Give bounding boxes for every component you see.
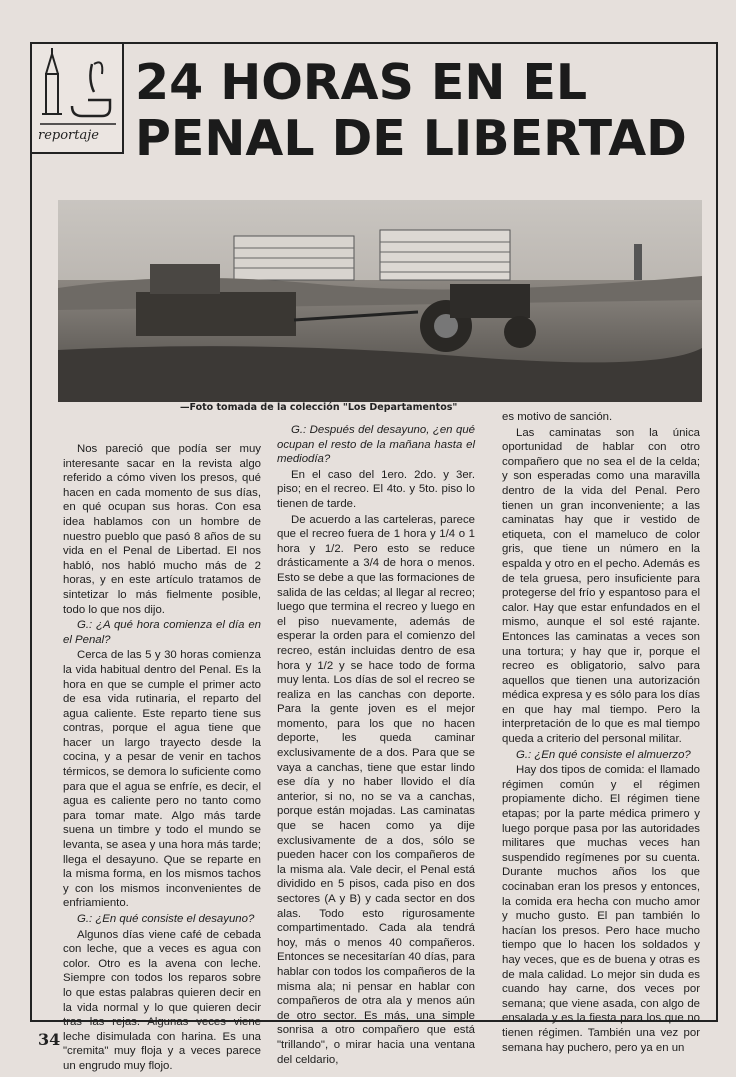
page-number: 34 xyxy=(38,1030,61,1049)
interview-question: G.: ¿En qué consiste el almuerzo? xyxy=(516,748,691,761)
interview-question: G.: Después del desayuno, ¿en qué ocupan el resto de la mañana hasta el mediodía? xyxy=(277,424,475,466)
article-column-1 xyxy=(63,442,261,1075)
paragraph-continuation: es motivo de sanción. xyxy=(502,411,613,423)
headline-line-2: PENAL DE LIBERTAD xyxy=(135,110,687,167)
article-column-2 xyxy=(277,423,475,1068)
paragraph: En el caso del 1ero. 2do. y 3er. piso; en el recreo. El 4to. y 5to. piso lo tienen de tarde. xyxy=(277,468,475,510)
headline-line-1: 24 HORAS EN EL xyxy=(135,54,588,111)
photo-illustration xyxy=(58,200,702,402)
article-column-3 xyxy=(502,410,700,1056)
paragraph: Hay dos tipos de comida: el llamado régimen común y el régimen propiamente dicho. El régimen tiene etapas; por la parte médica primero y luego porque pasa por las autoridades militares que muchas veces han suspendido regímenes por su cuenta. Durante muchos años los que cocinaban eran los presos y entonces, la comida era hecha con mucho amor y mucho gusto. El pan también lo hacían los presos. Pero hace mucho tiempo que lo hacen los soldados y hay veces, que es de buena y otras es de mala calidad. Lo mejor sin duda es cuando hay carne, dos veces por semana; que viene asada, con algo de ensalada y es la fiesta para los que no tienen régimen. También una vez por semana hay puchero, pero ya en un xyxy=(502,764,700,1054)
interview-question: G.: ¿En qué consiste el desayuno? xyxy=(77,913,255,925)
paragraph: Algunos días viene café de cebada con leche, que a veces es agua con color. Otro es la avena con leche. Siempre con todos los reparos sobre lo que estas palabras quieren decir en la vida normal y lo que quieren decir tras las rejas. Algunas veces viene leche disimulada con harina. Es una "cremita" muy floja y a veces parece un engrudo muy flojo. xyxy=(63,928,261,1072)
article-photo xyxy=(58,200,702,402)
reportaje-logo xyxy=(30,42,124,154)
paragraph: De acuerdo a las carteleras, parece que el recreo fuera de 1 hora y 1/4 o 1 hora y 1/2. Pero esto se reduce drásticamente a 3/4 de hora o menos. Esto se debe a que las formaciones de salida de las celdas; al llegar al recreo; luego que termina el recreo y luego en el piso nuevamente, además de esperar la orden para el comienzo del recreo, están incluidas dentro de esa hora y 1/2 y se hace todo de forma muy lenta. Los días de sol el recreo se realiza en las canchas con deporte. Para la gente joven es el mejor momento, para los que no hacen deporte, les queda caminar exclusivamente de a dos. Para que se vaya a canchas, tiene que estar lindo ese día y no haber llovido el día anterior, si no, no se va a canchas, porque están mojadas. Las caminatas que se hacen como ya dije exclusivamente de a dos, sólo se pueden hacer con los compañeros de la misma ala. Vale decir, el Penal está dividido en 5 pisos, cada piso en dos sectores (A y B) y cada sector en dos alas. Todo esto rigurosamente compartimentado. Cada ala tendrá hoy, más o menos 40 compañeros. Entonces se necesitarían 40 días, para hablar con todos los compañeros de la misma ala; ni pensar en hablar con compañeros de otra ala y menos aún de otro sector. Es más, una simple sonrisa a otro compañero que está "trillando", o mirar hacia una ventana del celdario, xyxy=(277,513,475,1066)
article-headline xyxy=(135,55,705,167)
paragraph: Cerca de las 5 y 30 horas comienza la vida habitual dentro del Penal. Es la hora en que se cumple el primer acto de esa vida rutinaria, el reparto del agua caliente. Este reparto tiene sus contras, porque el agua tiene que hacer un largo trayecto desde la cocina, y a pesar de venir en tachos térmicos, se demora lo suficiente como para que el agua se enfríe, es decir, el agua es caliente pero no tanto como para tomar mate. Algo más tarde suena un timbre y todo el mundo se levanta, se asea y una hora más tarde; llega el desayuno. Que se reparte en la misma forma, en los mismos tachos y con los mismos inconvenientes de enfriamiento. xyxy=(63,649,261,910)
interview-question: G.: ¿A qué hora comienza el día en el Penal? xyxy=(63,619,261,646)
paragraph: Las caminatas son la única oportunidad de hablar con otro compañero que no sea el de la celda; y son esperadas como una maravilla dentro de la vida del Penal. Pero tienen un gran inconveniente; a las caminatas hay que ir vestido de etiqueta, con el mameluco de color gris, que tiene un número en la espalda y otro en el pecho. Además es de tela gruesa, pero insuficiente para protegerse del frío y espantoso para el calor. Hay que estar enfundados en el mismo, aunque el sol esté rajante. Entonces las caminatas a veces son una tortura; y hay que ir, porque el recreo es obligatorio, salvo para aquellos que tienen una autorización médica expresa y es sólo para los días en que hay mal tiempo. Pero la interpretación de lo que es mal tiempo queda a criterio del personal militar. xyxy=(502,426,700,746)
photo-caption: —Foto tomada de la colección "Los Departamentos" xyxy=(180,402,458,413)
paragraph: Nos pareció que podía ser muy interesante sacar en la revista algo referido a cómo viven los presos, qué hacen en cada momento de sus días, en qué ocupan sus horas. Con esa idea hablamos con un hombre de nuestro pueblo que pasó 8 años de su vida en el Penal de Libertad. El nos habló, nos habló mucho más de 2 horas, y en este artículo tratamos de sintetizar lo más fielmente posible, todo lo que nos dijo. xyxy=(63,443,261,616)
section-label: reportaje xyxy=(38,128,99,143)
